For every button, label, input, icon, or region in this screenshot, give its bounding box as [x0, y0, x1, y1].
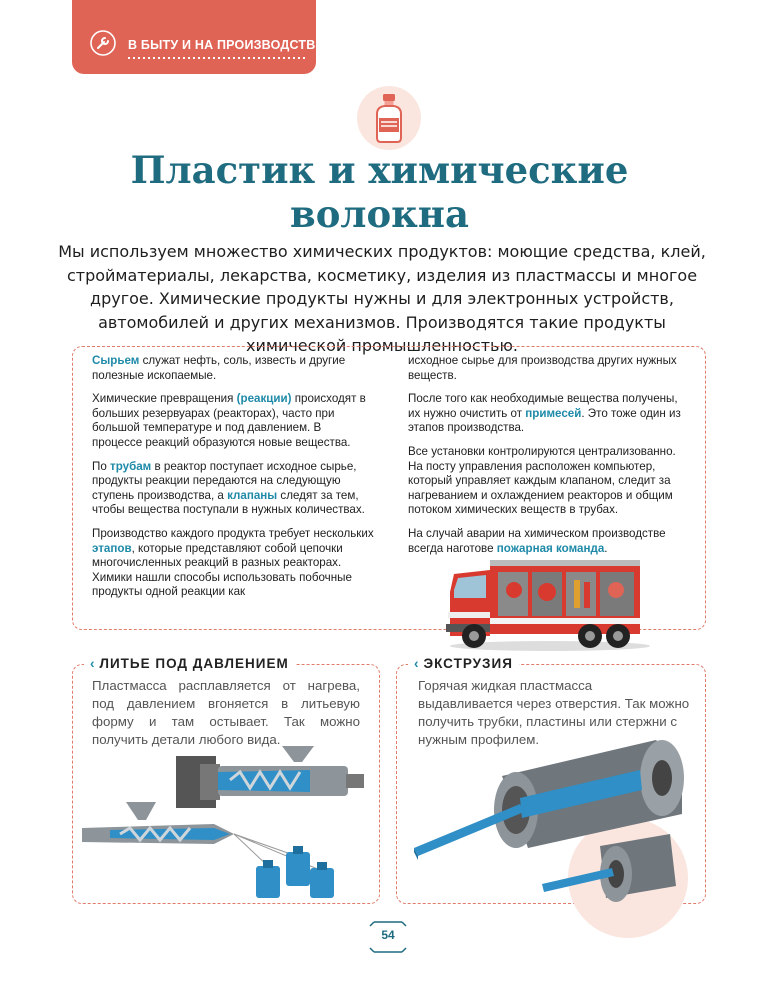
term-valves: клапаны	[227, 488, 278, 502]
fire-truck-illustration	[440, 552, 652, 652]
info-left-column	[92, 354, 374, 609]
section-tab	[72, 0, 324, 74]
page-title	[40, 148, 719, 236]
info-paragraph-pipes: По трубам в реактор поступает исходное сырье, продукты реакции передаются на следующую ступень производства, а клапаны следят за тем, чтобы вещества поступали в нужных количествах.	[92, 459, 365, 517]
section-label: В БЫТУ И НА ПРОИЗВОДСТВЕ	[128, 38, 324, 52]
injection-molding-illustration	[80, 740, 370, 900]
wrench-icon	[90, 30, 116, 56]
info-paragraph-stages: Производство каждого продукта требует нескольких этапов, которые представляют собой цепочки многочисленных реакций в разных реакторах. Химики нашли способы использовать побочные продукты одной реакции как	[92, 526, 374, 599]
term-impurities: примесей	[525, 406, 582, 420]
title-line-1: Пластик и химические	[130, 148, 629, 192]
dotted-divider	[128, 56, 306, 60]
injection-molding-heading: ‹ ЛИТЬЕ ПОД ДАВЛЕНИЕМ	[84, 656, 295, 671]
info-right-column	[408, 354, 690, 565]
info-paragraph-fire-team: На случай аварии на химическом производстве всегда наготове пожарная команда.	[408, 526, 666, 555]
arrow-icon: ‹	[414, 656, 420, 671]
info-paragraph-impurities: После того как необходимые вещества получены, их нужно очистить от примесей. Это тоже один из этапов производства.	[408, 392, 681, 435]
term-stages: этапов	[92, 541, 132, 555]
extrusion-text: Горячая жидкая пластмасса выдавливается через отверстия. Так можно получить трубки, пластины или стержни с нужным профилем.	[418, 678, 690, 747]
term-fire-team: пожарная команда	[496, 541, 605, 555]
term-reactions: (реакции)	[236, 392, 292, 406]
bottle-badge	[357, 86, 421, 150]
title-line-2: волокна	[290, 192, 469, 236]
extrusion-illustration	[410, 726, 710, 938]
injection-molding-text: Пластмасса расплавляется от нагрева, под давлением вгоняется в литьевую форму и там остывает. Так можно получить детали любого вида.	[92, 678, 360, 747]
term-pipes: трубам	[110, 459, 152, 473]
intro-paragraph: Мы используем множество химических продуктов: моющие средства, клей, стройматериалы, лекарства, косметику, изделия из пластмассы и многое другое. Химические продукты нужны и для электронных устройств, автомобилей и других механизмов. Производятся такие продукты химической промышленностью.	[58, 242, 706, 355]
info-paragraph-control: Все установки контролируются централизованно. На посту управления расположен компьютер, который управляет каждым клапаном, следит за нагреванием и охлаждением реакторов и общим потоком химических веществ в трубах.	[408, 444, 676, 517]
info-paragraph-raw-materials: Сырьем служат нефть, соль, известь и другие полезные ископаемые.	[92, 354, 346, 382]
info-paragraph-byproducts: исходное сырье для производства других нужных веществ.	[408, 354, 677, 382]
arrow-icon: ‹	[90, 656, 96, 671]
page-number-badge	[366, 918, 410, 956]
page-number: 54	[381, 928, 395, 942]
term-raw-materials: Сырьем	[92, 354, 140, 367]
extrusion-heading: ‹ ЭКСТРУЗИЯ	[408, 656, 519, 671]
bottle-icon	[371, 92, 407, 144]
info-paragraph-reactions: Химические превращения (реакции) происходят в больших резервуарах (реакторах), часто при большой температуре и под давлением. В процессе реакций образуются новые вещества.	[92, 392, 366, 449]
